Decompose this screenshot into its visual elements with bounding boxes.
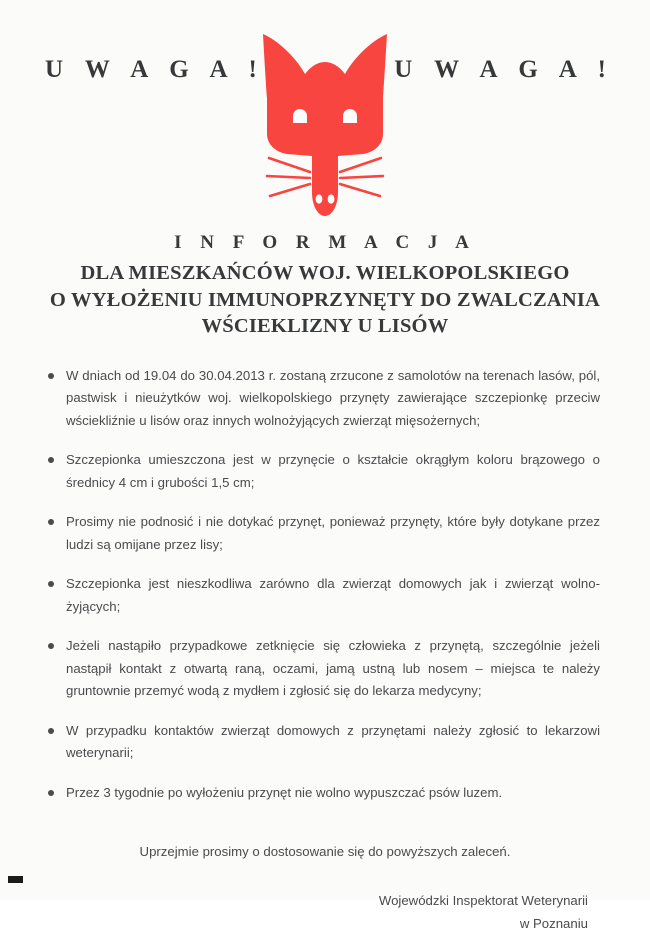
signature-block: [0, 889, 588, 935]
title-line-disease: WŚCIEKLIZNY U LISÓW: [201, 315, 449, 337]
fox-head-icon: [255, 26, 395, 221]
fox-emblem-wrapper: [0, 26, 650, 221]
notice-title-block: [0, 233, 650, 343]
title-line-informacja: I N F O R M A C J A: [174, 232, 476, 253]
list-item: W dniach od 19.04 do 30.04.2013 r. zostaną zrzucone z samolotów na terenach lasów, pól, pastwisk i nieużytków woj. wielkopolskiego przynęty zawierające szczepionkę przeciw wściekliźnie u lisów oraz innych wolnożyjących zwierząt mięsożernych;: [66, 365, 600, 450]
list-item: Jeżeli nastąpiło przypadkowe zetknięcie się człowieka z przynętą, szczególnie jeżeli nastąpił kontakt z otwartą raną, oczami, jamą ustną lub nosem – miejsca te należy gruntownie przemyć wodą z mydłem i zgłosić się do lekarza medycyny;: [66, 635, 600, 720]
list-item: Szczepionka umieszczona jest w przynęcie o kształcie okrągłym koloru brązowego o średnicy 4 cm i grubości 1,5 cm;: [66, 449, 600, 511]
list-item: Przez 3 tygodnie po wyłożeniu przynęt nie wolno wypuszczać psów luzem.: [66, 782, 600, 822]
title-line-subject: O WYŁOŻENIU IMMUNOPRZYNĘTY DO ZWALCZANIA: [49, 288, 601, 311]
list-item: Szczepionka jest nieszkodliwa zarówno dla zwierząt domowych jak i zwierząt wolno-żyjących;: [66, 573, 600, 635]
alert-heading-right: U W A G A !: [394, 56, 614, 83]
title-line-recipients: DLA MIESZKAŃCÓW WOJ. WIELKOPOLSKIEGO: [80, 262, 570, 284]
notice-header: [0, 0, 650, 225]
closing-request: Uprzejmie prosimy o dostosowanie się do powyższych zaleceń.: [139, 844, 511, 859]
alert-heading-left: U W A G A !: [45, 56, 265, 83]
notice-bullet-list: [0, 365, 650, 822]
list-item: W przypadku kontaktów zwierząt domowych z przynętami należy zgłosić to lekarzowi weterynarii;: [66, 720, 600, 782]
list-item: Prosimy nie podnosić i nie dotykać przynęt, ponieważ przynęty, które były dotykane przez ludzi są omijane przez lisy;: [66, 511, 600, 573]
signature-authority: Wojewódzki Inspektorat Weterynarii: [378, 893, 588, 908]
signature-location: w Poznaniu: [519, 916, 588, 931]
scan-artifact-mark: [8, 876, 23, 883]
